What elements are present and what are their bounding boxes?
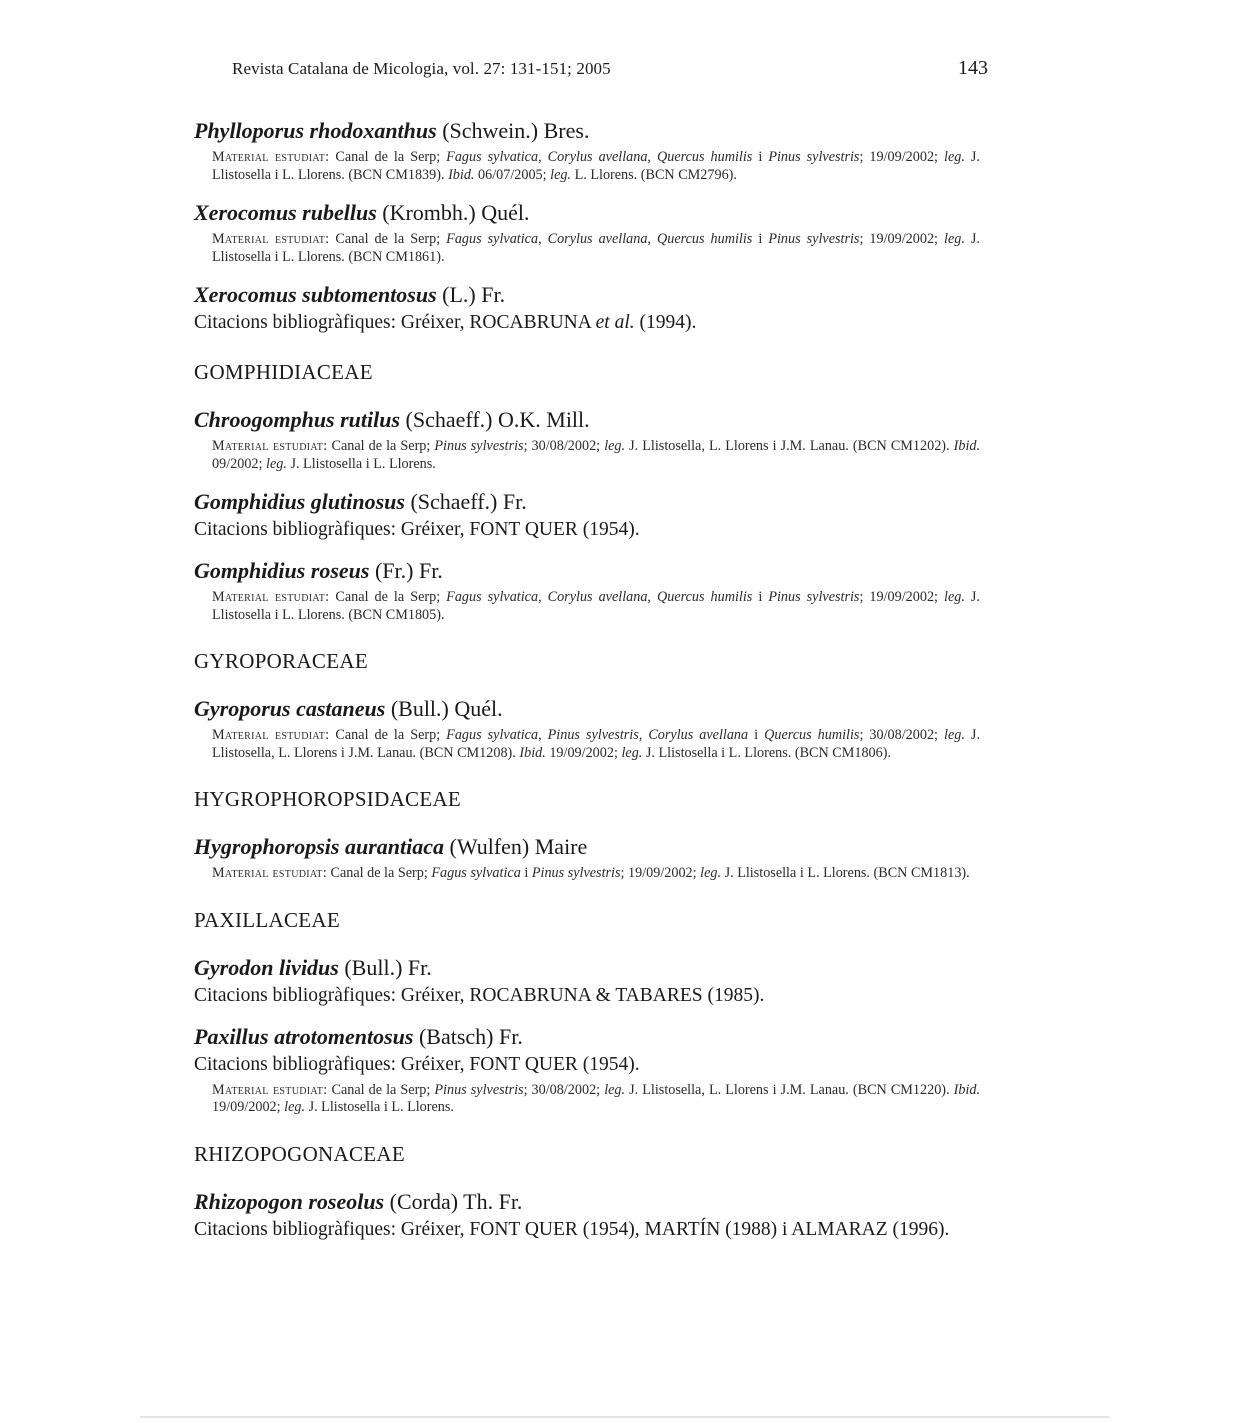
- species-name: Paxillus atrotomentosus: [194, 1023, 414, 1049]
- species-authority: (Batsch) Fr.: [418, 1023, 523, 1049]
- material-studied: [212, 727, 980, 762]
- species-name: Rhizopogon roseolus: [194, 1188, 385, 1214]
- citations-text: Gréixer, ROCABRUNA: [396, 312, 596, 333]
- species-heading: [194, 1024, 980, 1050]
- material-studied: [212, 438, 980, 473]
- material-text: ; 19/09/2002;: [859, 589, 944, 605]
- species-heading: [194, 696, 980, 722]
- material-leg: leg.: [944, 589, 965, 605]
- citations-label: Citacions bibliogràfiques:: [194, 1218, 397, 1240]
- journal-citation: Revista Catalana de Micologia, vol. 27: 131-151; 2005: [232, 59, 611, 78]
- material-text: Canal de la Serp;: [335, 727, 447, 743]
- material-ibid: Ibid.: [953, 1081, 981, 1098]
- material-leg: leg.: [944, 727, 965, 743]
- species-authority: (Bull.) Quél.: [390, 696, 503, 721]
- material-label: Material estudiat:: [212, 865, 327, 881]
- page-bottom-rule: [140, 1416, 1110, 1418]
- citations-text: Gréixer, FONT QUER (1954).: [396, 519, 640, 540]
- material-text: J. Llistosella i L. Llorens. (BCN CM1839).: [212, 149, 980, 183]
- material-label: Material estudiat:: [212, 727, 330, 743]
- material-leg: leg.: [944, 149, 965, 165]
- species-name: Gomphidius roseus: [194, 558, 370, 583]
- material-studied: [212, 589, 980, 624]
- species-authority: (L.) Fr.: [442, 282, 506, 307]
- material-taxa: Fagus sylvatica, Corylus avellana, Quercus humilis: [446, 589, 753, 605]
- material-leg: leg.: [700, 865, 722, 881]
- material-taxa: Fagus sylvatica, Corylus avellana, Quercus humilis: [446, 149, 753, 165]
- material-text: J. Llistosella i L. Llorens. (BCN CM1861).: [212, 231, 980, 265]
- species-name: Gyroporus castaneus: [194, 696, 386, 721]
- material-text: i: [752, 149, 769, 165]
- material-text: J. Llistosella i L. Llorens. (BCN CM1805).: [212, 589, 980, 623]
- species-name: Chroogomphus rutilus: [194, 407, 401, 432]
- material-studied: [212, 1082, 980, 1117]
- species-name: Phylloporus rhodoxanthus: [194, 118, 437, 143]
- species-authority: (Krombh.) Quél.: [382, 200, 530, 225]
- material-text: J. Llistosella i L. Llorens. (BCN CM1806).: [642, 744, 892, 761]
- material-taxa: Pinus sylvestris: [434, 438, 524, 454]
- material-text: 06/07/2005;: [474, 166, 551, 183]
- species-heading: [194, 282, 980, 308]
- family-heading: GOMPHIDIACEAE: [194, 360, 373, 384]
- material-text: Canal de la Serp;: [331, 1081, 435, 1098]
- material-text: ; 30/08/2002;: [523, 1081, 605, 1098]
- material-text: ; 19/09/2002;: [859, 149, 944, 165]
- material-text: Canal de la Serp;: [330, 865, 432, 881]
- species-heading: [194, 1189, 980, 1215]
- material-text: Canal de la Serp;: [331, 438, 435, 454]
- page-number: 143: [958, 57, 988, 79]
- material-text: ; 19/09/2002;: [859, 231, 944, 247]
- citations-et-al: et al.: [595, 312, 635, 333]
- material-text: Canal de la Serp;: [335, 589, 447, 605]
- material-label: Material estudiat:: [212, 1081, 328, 1098]
- species-heading: [194, 489, 980, 515]
- citations-label: Citacions bibliogràfiques:: [194, 984, 397, 1006]
- bibliographic-citations: [194, 1218, 980, 1242]
- material-studied: [212, 149, 980, 184]
- material-text: Canal de la Serp;: [335, 149, 447, 165]
- species-authority: (Wulfen) Maire: [449, 834, 588, 859]
- species-authority: (Bull.) Fr.: [344, 954, 432, 980]
- material-leg: leg.: [266, 455, 287, 472]
- species-heading: [194, 955, 980, 981]
- family-heading: RHIZOPOGONACEAE: [194, 1141, 405, 1166]
- species-heading: [194, 834, 980, 860]
- species-name: Xerocomus rubellus: [194, 200, 377, 225]
- material-ibid: Ibid.: [448, 166, 475, 183]
- material-leg: leg.: [944, 231, 965, 247]
- material-taxa: Pinus sylvestris: [768, 231, 860, 247]
- material-leg: leg.: [604, 438, 626, 454]
- material-leg: leg.: [550, 166, 572, 183]
- material-text: 09/2002;: [212, 455, 266, 472]
- material-text: ; 30/08/2002;: [523, 438, 605, 454]
- species-heading: [194, 200, 980, 226]
- material-label: Material estudiat:: [212, 589, 330, 605]
- family-heading: PAXILLACEAE: [194, 907, 341, 932]
- citations-text: Gréixer, ROCABRUNA & TABARES (1985).: [396, 984, 765, 1006]
- bibliographic-citations: [194, 1053, 980, 1077]
- material-text: J. Llistosella, L. Llorens i J.M. Lanau. (BCN CM1220).: [625, 1081, 954, 1098]
- material-taxa: Fagus sylvatica, Pinus sylvestris, Corylus avellana: [446, 727, 749, 743]
- species-authority: (Schaeff.) Fr.: [410, 489, 527, 514]
- bibliographic-citations: [194, 518, 980, 542]
- material-studied: [212, 865, 980, 883]
- species-authority: (Fr.) Fr.: [374, 558, 443, 583]
- material-taxa: Fagus sylvatica: [431, 865, 521, 881]
- material-text: i: [752, 231, 769, 247]
- citations-text: (1994).: [634, 312, 697, 333]
- species-name: Gomphidius glutinosus: [194, 489, 405, 514]
- species-name: Hygrophoropsis aurantiaca: [194, 834, 444, 859]
- material-text: ; 19/09/2002;: [620, 865, 701, 881]
- material-taxa: Pinus sylvestris: [434, 1081, 524, 1098]
- material-text: J. Llistosella, L. Llorens i J.M. Lanau. (BCN CM1208).: [212, 727, 980, 761]
- species-heading: [194, 558, 980, 584]
- material-text: J. Llistosella i L. Llorens.: [305, 1099, 454, 1115]
- family-heading: HYGROPHOROPSIDACEAE: [194, 787, 462, 811]
- material-ibid: Ibid.: [953, 438, 981, 454]
- species-authority: (Schwein.) Bres.: [442, 118, 590, 143]
- material-text: J. Llistosella i L. Llorens.: [286, 455, 436, 472]
- material-taxa: Pinus sylvestris: [768, 149, 860, 165]
- material-studied: [212, 231, 980, 266]
- species-heading: [194, 118, 980, 144]
- material-taxa: Fagus sylvatica, Corylus avellana, Quercus humilis: [446, 231, 753, 247]
- material-text: J. Llistosella i L. Llorens. (BCN CM1813).: [721, 865, 970, 881]
- citations-text: Gréixer, FONT QUER (1954).: [396, 1053, 640, 1075]
- material-leg: leg.: [284, 1099, 306, 1115]
- citations-text: Gréixer, FONT QUER (1954), MARTÍN (1988) i ALMARAZ (1996).: [396, 1218, 950, 1240]
- material-taxa: Quercus humilis: [764, 727, 860, 743]
- material-text: 19/09/2002;: [545, 744, 622, 761]
- material-label: Material estudiat:: [212, 149, 330, 165]
- citations-label: Citacions bibliogràfiques:: [194, 1053, 397, 1075]
- material-leg: leg.: [621, 744, 643, 761]
- material-text: Canal de la Serp;: [335, 231, 447, 247]
- material-label: Material estudiat:: [212, 231, 330, 247]
- material-leg: leg.: [604, 1081, 626, 1098]
- species-authority: (Schaeff.) O.K. Mill.: [405, 407, 590, 432]
- article-body: [194, 118, 980, 1242]
- species-name: Gyrodon lividus: [194, 954, 339, 980]
- material-ibid: Ibid.: [519, 744, 546, 761]
- species-heading: [194, 407, 980, 433]
- citations-label: Citacions bibliogràfiques:: [194, 519, 397, 540]
- material-text: J. Llistosella, L. Llorens i J.M. Lanau. (BCN CM1202).: [625, 438, 954, 454]
- material-text: i: [520, 865, 532, 881]
- material-taxa: Pinus sylvestris: [768, 589, 860, 605]
- running-header: [232, 57, 988, 80]
- species-name: Xerocomus subtomentosus: [194, 282, 437, 307]
- material-text: L. Llorens. (BCN CM2796).: [571, 166, 737, 183]
- material-text: 19/09/2002;: [212, 1099, 285, 1115]
- family-heading: GYROPORACEAE: [194, 649, 368, 673]
- material-text: ; 30/08/2002;: [859, 727, 945, 743]
- bibliographic-citations: [194, 984, 980, 1008]
- material-text: i: [748, 727, 765, 743]
- material-label: Material estudiat:: [212, 438, 328, 454]
- citations-label: Citacions bibliogràfiques:: [194, 312, 397, 333]
- species-authority: (Corda) Th. Fr.: [389, 1188, 523, 1214]
- bibliographic-citations: [194, 311, 980, 335]
- material-text: i: [752, 589, 769, 605]
- material-taxa: Pinus sylvestris: [531, 865, 621, 881]
